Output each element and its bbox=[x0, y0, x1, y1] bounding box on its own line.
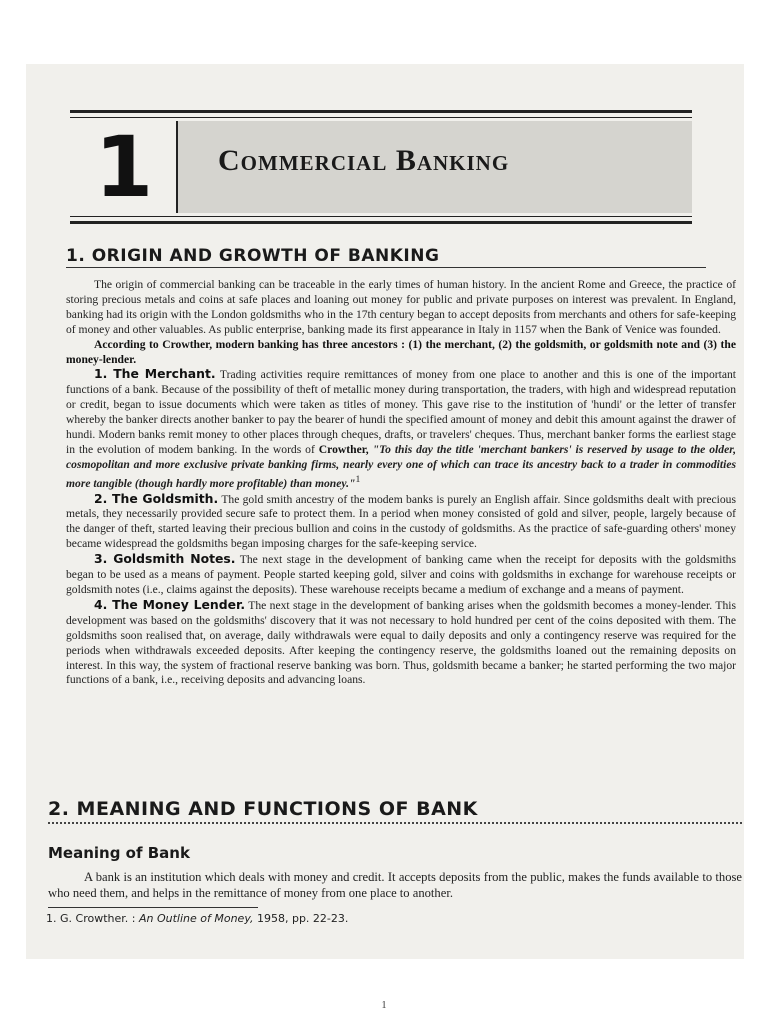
banner-rule-bottom bbox=[70, 216, 692, 217]
section-1-body bbox=[66, 278, 736, 688]
page-number: 1 bbox=[381, 1000, 387, 1011]
goldsmith-lead: 2. The Goldsmith. bbox=[94, 490, 219, 506]
footnote-book: An Outline of Money, bbox=[138, 912, 254, 925]
money-lender-paragraph bbox=[66, 598, 736, 688]
meaning-of-bank-body bbox=[48, 869, 742, 901]
chapter-banner bbox=[70, 110, 692, 224]
chapter-title: Commercial Banking bbox=[218, 144, 510, 177]
goldsmith-paragraph bbox=[66, 492, 736, 553]
footnote-rest: 1958, pp. 22-23. bbox=[256, 912, 349, 925]
footnote-author: G. Crowther. : bbox=[60, 912, 136, 925]
merchant-crowther: Crowther, bbox=[318, 442, 369, 456]
intro-paragraph: The origin of commercial banking can be traceable in the early times of human history. In the ancient Rome and Greece, the practice of storing precious metals and coins at safe places and loaning out money for public and private purposes on interest was prevalent. In England, banking had its origin with the London goldsmiths who in the 17th century began to accept deposits from merchants and others for safe-keeping of money and other valuables. As public enterprise, banking made its first appearance in Italy in 1157 when the Bank of Venice was founded. bbox=[66, 278, 736, 336]
merchant-quote: "To this day the title 'merchant bankers' is reserved by usage to the older, cosmopolitan and more exclusive private banking firms, nearly every one of which can trace its ancestry back to a trader in commodities more tangible (though hardly more profitable) than money." bbox=[66, 442, 736, 490]
chapter-title-box bbox=[178, 121, 692, 213]
footnote-rule bbox=[48, 907, 258, 908]
section-2-heading: 2. MEANING AND FUNCTIONS OF BANK bbox=[48, 798, 742, 824]
banner-rule-top bbox=[70, 117, 692, 118]
footnote bbox=[46, 912, 348, 925]
goldsmith-notes-paragraph bbox=[66, 552, 736, 598]
footnote-mark: 1 bbox=[355, 473, 361, 485]
goldsmith-notes-lead: 3. Goldsmith Notes. bbox=[94, 551, 236, 567]
section-1-heading: 1. ORIGIN AND GROWTH OF BANKING bbox=[66, 246, 706, 268]
chapter-number: 1 bbox=[72, 121, 178, 213]
merchant-lead: 1. The Merchant. bbox=[94, 366, 216, 382]
meaning-paragraph: A bank is an institution which deals with money and credit. It accepts deposits from the public, makes the funds available to those who need them, and helps in the remittance of money from one place to another. bbox=[48, 870, 742, 900]
scanned-page bbox=[26, 64, 744, 959]
merchant-paragraph bbox=[66, 367, 736, 491]
crowther-ancestors-paragraph: According to Crowther, modern banking has three ancestors : (1) the merchant, (2) the goldsmith, or goldsmith note and (3) the money-lender. bbox=[66, 337, 736, 366]
merchant-text: Trading activities require remittances of money from one place to another and this is one of the important functions of a bank. Because of the possibility of theft of metallic money during transportation, the traders, with high and widespread reputation or credit, began to issue documents which were taken as titles of money. This gave rise to the institution of 'hundi' or the letter of transfer whereby the banker directs another banker to pay the bearer of hundi the specified amount of money and debit this amount against the drawer of hundi. Modern banks remit money to other places through cheques, drafts, or travelers' cheques. Thus, merchant banker forms the earliest stage in the evolution of modem banking. In the words of bbox=[66, 368, 736, 456]
meaning-of-bank-heading: Meaning of Bank bbox=[48, 844, 190, 862]
footnote-marker: 1. bbox=[46, 912, 57, 925]
money-lender-lead: 4. The Money Lender. bbox=[94, 596, 246, 612]
money-lender-text: The next stage in the development of banking arises when the goldsmith becomes a money-lender. This development was based on the goldsmiths' discovery that it was not necessary to hold hundred per cent of the coins deposited with them. The goldsmiths soon realised that, on average, daily withdrawals were equal to daily deposits and only a contingency reserve was required for the periods when withdrawals exceeded deposits. After keeping the contingency reserve, the goldsmiths loaned out the remaining deposits on interest. In this way, the system of fractional reserve banking was born. Thus, goldsmith became a banker; he started performing the two major functions of a bank, i.e., receiving deposits and advancing loans. bbox=[66, 598, 736, 687]
goldsmith-notes-text: The next stage in the development of banking came when the receipt for deposits with the goldsmiths began to be used as a means of payment. People started keeping gold, silver and coins with goldsmiths in exchange for warehouse receipts or goldsmith notes (i.e., claims against the deposits). These warehouse receipts became a medium of exchange and a means of payment. bbox=[66, 553, 736, 596]
goldsmith-text: The gold smith ancestry of the modem banks is purely an English affair. Since goldsmiths dealt with precious metals, they necessarily provided secure safe to protect them. In a period when money consisted of gold and silver, people, largely because of the danger of theft, started leaving their precious bullion and coins in the custody of goldsmiths. As the practice of safe-guarding others' money became widespread the goldsmiths began imposing charges for the safe-keeping service. bbox=[66, 492, 736, 551]
